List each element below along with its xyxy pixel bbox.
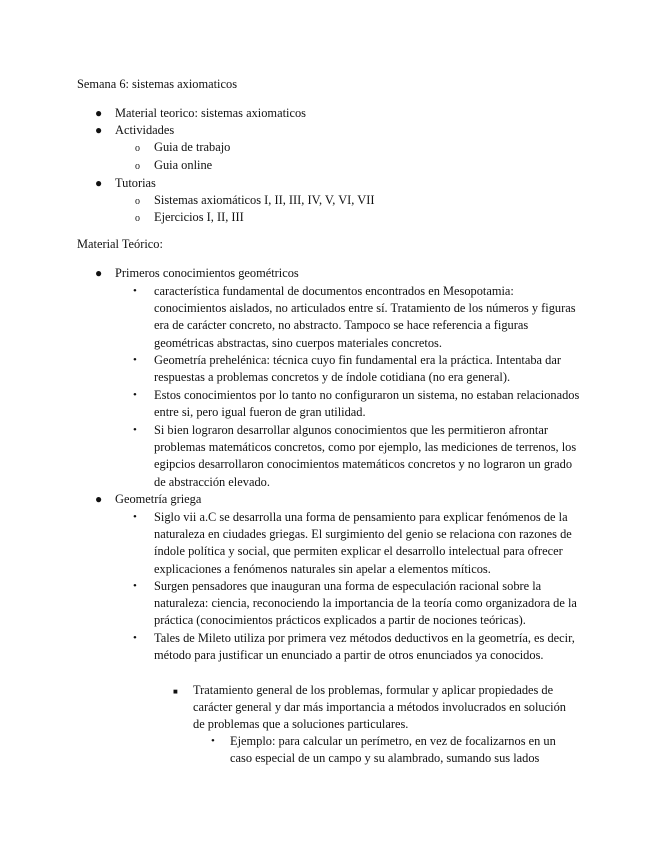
bullet-icon: • [133,389,137,401]
list-item: ● Geometría griega [115,491,585,508]
list-item: o Ejercicios I, II, III [154,209,594,226]
list-item: • Si bien lograron desarrollar algunos conocimientos que les permitieron afrontar problemas matemáticos concretos, como por ejemplo, las mediciones de terrenos, los egipcios desarrollaron conocimientos matemáticos concretos y no lograron un grado de abstracción elevado. [133,423,577,489]
bullet-icon: ● [95,106,103,120]
section-title: Material Teórico: [77,237,163,251]
bullet-icon: • [133,354,137,366]
circle-bullet-icon: o [135,196,140,207]
list-item: o Sistemas axiomáticos I, II, III, IV, V, VI, VII [154,192,594,209]
bullet-icon: • [211,735,215,747]
list-item: • característica fundamental de documentos encontrados en Mesopotamia: conocimientos aislados, no articulados entre sí. Tratamiento de los números y figuras era de carácter concreto, no abstracto. Tampoco se hace referencia a figuras geométricas abstractas, sino cuerpos materiales concretos. [133,284,576,350]
list-item: • Geometría prehelénica: técnica cuyo fin fundamental era la práctica. Intentaba dar respuestas a problemas concretos y de índole cotidiana (no era general). [133,353,561,385]
circle-bullet-icon: o [135,161,140,172]
bullet-icon: ● [95,266,103,280]
circle-bullet-icon: o [135,143,140,154]
list-item: ■ Tratamiento general de los problemas, formular y aplicar propiedades de carácter general y dar más importancia a métodos involucrados en solución de problemas que a soluciones particulares. [173,683,566,732]
list-item: o Guia de trabajo [154,139,594,156]
page-heading: Semana 6: sistemas axiomaticos [77,77,238,91]
square-bullet-icon: ■ [173,687,178,696]
bullet-icon: ● [95,123,103,137]
list-item: ● Tutorias [115,175,595,192]
list-item: • Estos conocimientos por lo tanto no configuraron un sistema, no estaban relacionados entre si, pero igual fueron de gran utilidad. [133,388,580,420]
bullet-icon: • [133,285,137,297]
list-item: o Guia online [154,157,594,174]
bullet-icon: • [133,632,137,644]
bullet-icon: • [133,580,137,592]
list-item: ● Actividades [115,122,595,139]
bullet-icon: • [133,424,137,436]
bullet-icon: ● [95,492,103,506]
list-item: • Ejemplo: para calcular un perímetro, en vez de focalizarnos en un caso especial de un campo y su alambrado, sumando sus lados [211,734,556,766]
list-item: • Siglo vii a.C se desarrolla una forma de pensamiento para explicar fenómenos de la naturaleza en ciudades griegas. El surgimiento del genio se relaciona con razones de índole política y social, que permiten explicar el desarrollo intelectual para ofrecer explicaciones a fenómenos naturales sin apelar a elementos míticos. [133,510,572,576]
circle-bullet-icon: o [135,213,140,224]
bullet-icon: ● [95,176,103,190]
list-item: • Surgen pensadores que inauguran una forma de especulación racional sobre la naturaleza: ciencia, reconociendo la importancia de la teoría como organizadora de la práctica (conocimientos prácticos explicados a partir de nociones teóricas). [133,579,577,628]
list-item: ● Material teorico: sistemas axiomaticos [115,105,595,122]
list-item: ● Primeros conocimientos geométricos [115,265,585,282]
bullet-icon: • [133,511,137,523]
list-item: • Tales de Mileto utiliza por primera vez métodos deductivos en la geometría, es decir, método para justificar un enunciado a partir de otros enunciados ya conocidos. [133,631,575,663]
